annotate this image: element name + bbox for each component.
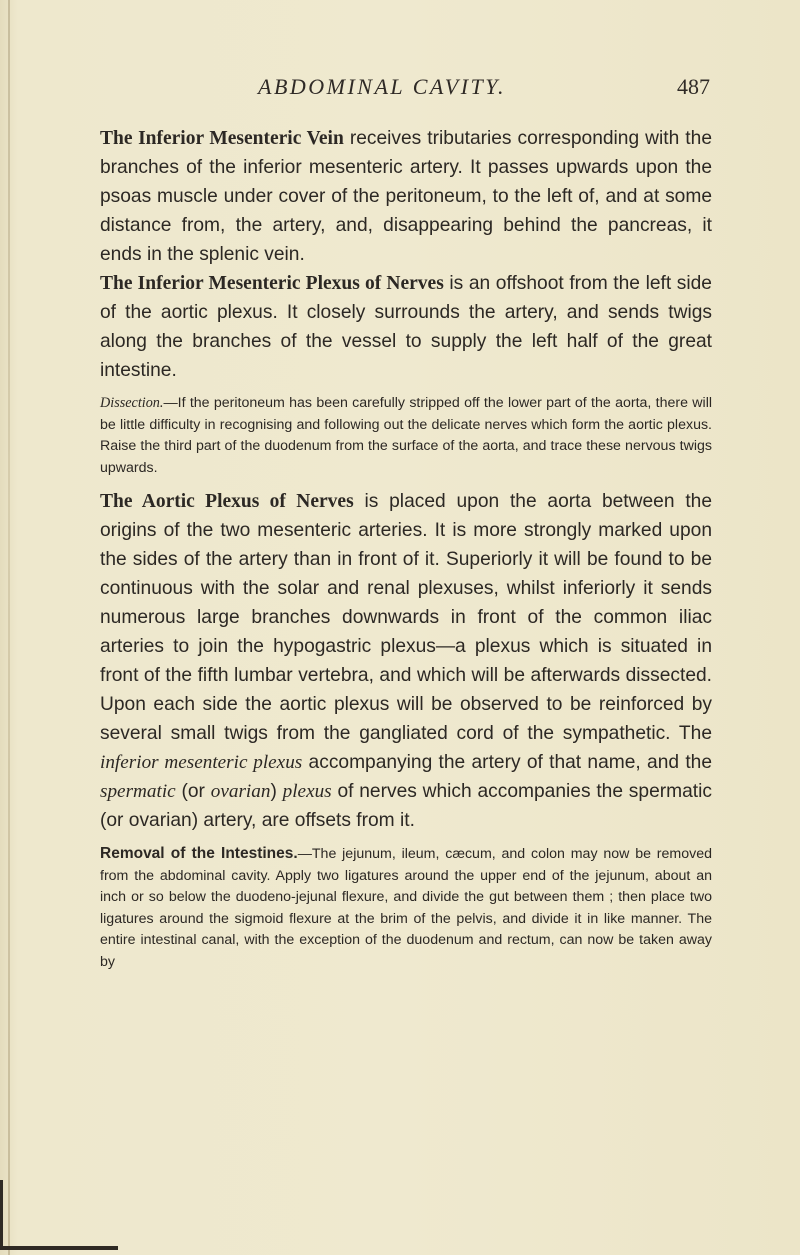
paragraph-text: of nerves which accompanies the spermatic (or ovarian) artery, are offsets from it. xyxy=(100,781,712,831)
running-head: ABDOMINAL CAVITY. xyxy=(258,74,506,99)
paragraph-text: —If the peritoneum has been carefully stripped off the lower part of the aorta, there will be little difficulty in recognising and following out the delicate nerves which form the aortic plexus. Raise the third part of the duodenum from the surface of the aorta, and trace these nervous twigs upwards. xyxy=(100,395,712,476)
page-header xyxy=(100,66,710,106)
paragraph-text: receives tributaries corresponding with the branches of the inferior mesenteric artery. It passes upwards upon the psoas muscle under cover of the peritoneum, to the left of, and at some distance from, the artery, and, disappearing behind the pancreas, it ends in the splenic vein. xyxy=(100,128,712,265)
italic-term: spermatic xyxy=(100,781,176,802)
italic-term: ovarian xyxy=(210,781,271,802)
paragraph-text: ) xyxy=(270,781,283,802)
page-corner-rule xyxy=(0,1246,118,1250)
paragraph-heading: The Inferior Mesenteric Plexus of Nerves xyxy=(100,273,444,294)
italic-term: plexus xyxy=(282,781,332,802)
paragraph-heading: Dissection. xyxy=(100,395,164,411)
paragraph-heading: The Aortic Plexus of Nerves xyxy=(100,491,354,512)
paragraph-inferior-mesenteric-plexus xyxy=(100,269,712,385)
italic-term: inferior mesenteric plexus xyxy=(100,752,303,773)
paragraph-text: —The jejunum, ileum, cæcum, and colon may now be removed from the abdominal cavity. Apply two ligatures around the upper end of the jejunum, about an inch or so below the duodeno-jejunal flexure, and divide the gut between them ; then place two ligatures around the sigmoid flexure at the brim of the pelvis, and divide it in like manner. The entire intestinal canal, with the exception of the duodenum and rectum, can now be taken away by xyxy=(100,846,712,970)
paragraph-heading: Removal of the Intestines. xyxy=(100,845,298,862)
paragraph-aortic-plexus xyxy=(100,487,712,835)
paragraph-dissection xyxy=(100,393,712,479)
page-body xyxy=(100,124,712,973)
page-corner-mark xyxy=(0,1180,3,1250)
paragraph-text: accompanying the artery of that name, and the xyxy=(302,752,712,773)
paragraph-inferior-mesenteric-vein xyxy=(100,124,712,269)
page-number: 487 xyxy=(677,74,710,99)
page-binding-edge xyxy=(8,0,10,1255)
paragraph-text: is placed upon the aorta between the origins of the two mesenteric arteries. It is more strongly marked upon the sides of the artery than in front of it. Superiorly it will be found to be continuous with the solar and renal plexuses, whilst inferiorly it sends numerous large branches downwards in front of the common iliac arteries to join the hypogastric plexus—a plexus which is situated in front of the fifth lumbar vertebra, and which will be afterwards dissected. Upon each side the aortic plexus will be observed to be reinforced by several small twigs from the gangliated cord of the sympathetic. The xyxy=(100,491,712,744)
paragraph-text: is an offshoot from the left side of the aortic plexus. It closely surrounds the artery, and sends twigs along the branches of the vessel to supply the left half of the great intestine. xyxy=(100,273,712,381)
paragraph-removal-of-intestines xyxy=(100,843,712,973)
paragraph-text: (or xyxy=(175,781,211,802)
paragraph-heading: The Inferior Mesenteric Vein xyxy=(100,128,344,149)
